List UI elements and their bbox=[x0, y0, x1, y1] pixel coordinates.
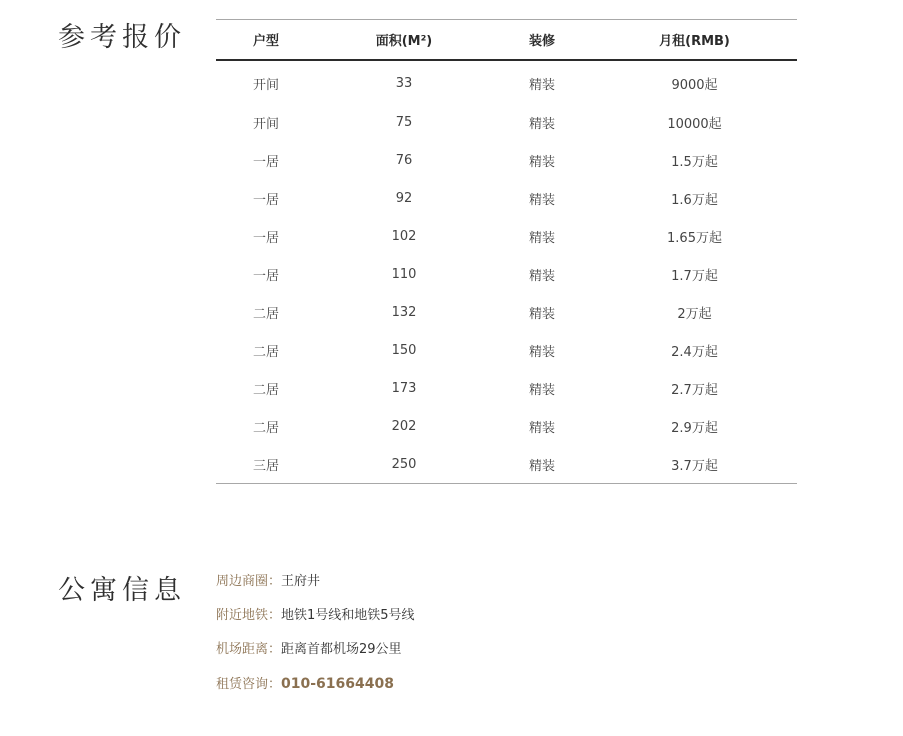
cell-unit-type: 三居 bbox=[252, 458, 279, 474]
cell-decoration: 精装 bbox=[528, 306, 555, 322]
table-row bbox=[216, 60, 797, 103]
cell-unit-type: 二居 bbox=[252, 344, 279, 360]
cell-decoration: 精装 bbox=[528, 420, 555, 436]
cell-unit-type: 一居 bbox=[252, 192, 279, 208]
cell-monthly-rent: 10000起 bbox=[667, 116, 722, 132]
cell-monthly-rent: 3.7万起 bbox=[671, 458, 718, 474]
table-row bbox=[216, 369, 797, 407]
cell-area: 150 bbox=[391, 342, 417, 358]
table-row bbox=[216, 217, 797, 255]
cell-unit-type: 一居 bbox=[252, 268, 279, 284]
table-row bbox=[216, 103, 797, 141]
table-row bbox=[216, 445, 797, 484]
cell-decoration: 精装 bbox=[528, 382, 555, 398]
header-area: 面积(M²) bbox=[375, 34, 433, 49]
info-item bbox=[216, 674, 415, 708]
info-section-title: 公寓信息 bbox=[58, 575, 186, 606]
header-monthly-rent: 月租(RMB) bbox=[659, 34, 730, 49]
phone-number: 010-61664408 bbox=[281, 676, 394, 692]
cell-unit-type: 二居 bbox=[252, 382, 279, 398]
cell-decoration: 精装 bbox=[528, 116, 555, 132]
cell-decoration: 精装 bbox=[528, 344, 555, 360]
cell-monthly-rent: 2.7万起 bbox=[671, 382, 718, 398]
cell-area: 75 bbox=[395, 114, 413, 130]
cell-decoration: 精装 bbox=[528, 154, 555, 170]
cell-area: 173 bbox=[391, 380, 417, 396]
info-item bbox=[216, 572, 415, 606]
cell-unit-type: 二居 bbox=[252, 420, 279, 436]
info-item bbox=[216, 640, 415, 674]
table-row bbox=[216, 293, 797, 331]
info-value: 王府井 bbox=[281, 574, 321, 589]
info-label: 机场距离： bbox=[216, 642, 282, 657]
info-value: 距离首都机场29公里 bbox=[281, 642, 402, 657]
cell-monthly-rent: 1.7万起 bbox=[671, 268, 718, 284]
cell-unit-type: 开间 bbox=[252, 77, 279, 93]
info-label: 周边商圈： bbox=[216, 574, 282, 589]
price-table bbox=[216, 19, 797, 484]
header-decoration: 装修 bbox=[528, 34, 555, 49]
price-section-title: 参考报价 bbox=[58, 22, 186, 53]
table-row bbox=[216, 141, 797, 179]
cell-area: 250 bbox=[391, 456, 417, 472]
price-table-header-row bbox=[216, 20, 797, 61]
cell-unit-type: 一居 bbox=[252, 230, 279, 246]
cell-monthly-rent: 2.9万起 bbox=[671, 420, 718, 436]
info-label: 附近地铁： bbox=[216, 608, 282, 623]
table-row bbox=[216, 407, 797, 445]
cell-area: 33 bbox=[395, 75, 413, 91]
cell-unit-type: 开间 bbox=[252, 116, 279, 132]
table-row bbox=[216, 255, 797, 293]
cell-area: 92 bbox=[395, 190, 413, 206]
info-value: 地铁1号线和地铁5号线 bbox=[281, 608, 415, 623]
cell-decoration: 精装 bbox=[528, 192, 555, 208]
cell-monthly-rent: 2万起 bbox=[677, 306, 712, 322]
cell-decoration: 精装 bbox=[528, 458, 555, 474]
cell-monthly-rent: 1.6万起 bbox=[671, 192, 718, 208]
apartment-info-list bbox=[216, 572, 415, 708]
cell-monthly-rent: 9000起 bbox=[671, 77, 718, 93]
cell-decoration: 精装 bbox=[528, 268, 555, 284]
table-row bbox=[216, 179, 797, 217]
table-row bbox=[216, 331, 797, 369]
header-unit-type: 户型 bbox=[252, 34, 279, 49]
cell-area: 132 bbox=[391, 304, 417, 320]
cell-monthly-rent: 1.65万起 bbox=[667, 230, 722, 246]
cell-area: 110 bbox=[391, 266, 417, 282]
cell-monthly-rent: 1.5万起 bbox=[671, 154, 718, 170]
info-label: 租赁咨询： bbox=[216, 677, 282, 692]
cell-decoration: 精装 bbox=[528, 230, 555, 246]
cell-monthly-rent: 2.4万起 bbox=[671, 344, 718, 360]
cell-area: 102 bbox=[391, 228, 417, 244]
cell-unit-type: 二居 bbox=[252, 306, 279, 322]
cell-area: 202 bbox=[391, 418, 417, 434]
cell-decoration: 精装 bbox=[528, 77, 555, 93]
cell-unit-type: 一居 bbox=[252, 154, 279, 170]
cell-area: 76 bbox=[395, 152, 413, 168]
info-item bbox=[216, 606, 415, 640]
